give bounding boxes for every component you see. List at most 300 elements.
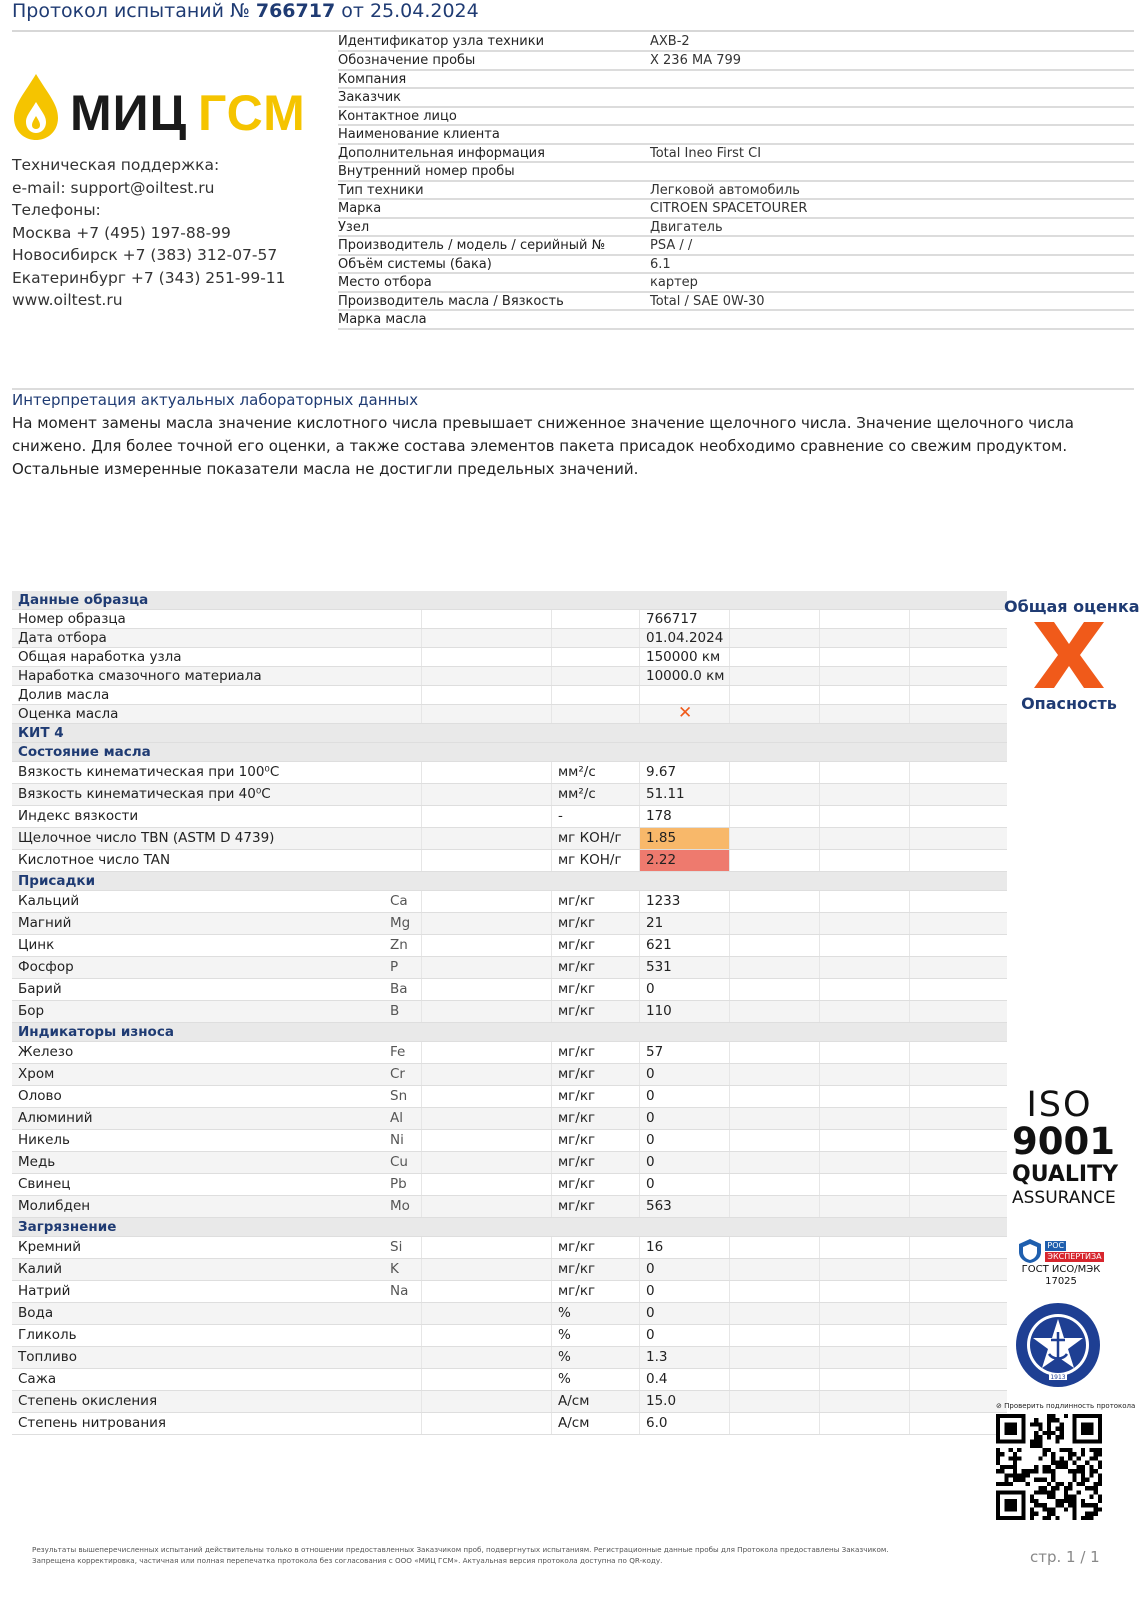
- qr-module: [1098, 1448, 1102, 1452]
- cell-empty: [422, 1001, 552, 1022]
- value-cell: 01.04.2024: [640, 629, 730, 647]
- qr-module: [1072, 1507, 1076, 1511]
- cell-name: [12, 806, 422, 827]
- info-value: 6.1: [650, 256, 671, 272]
- qr-module: [1060, 1482, 1064, 1486]
- unit-cell: мг/кг: [552, 913, 640, 934]
- qr-module: [1085, 1516, 1089, 1520]
- qr-module: [1094, 1469, 1098, 1473]
- qr-module: [1043, 1516, 1047, 1520]
- qr-module: [1030, 1499, 1034, 1503]
- element-symbol: Mg: [390, 915, 411, 931]
- element-symbol: B: [390, 1003, 400, 1019]
- cell-empty: [730, 1086, 820, 1107]
- cell-empty: [910, 913, 1007, 934]
- qr-module: [1013, 1478, 1017, 1482]
- table-row: [12, 935, 1007, 957]
- info-value: Легковой автомобиль: [650, 182, 800, 198]
- cell-name: [12, 667, 422, 685]
- cell-name: [12, 935, 422, 956]
- qr-module: [1098, 1507, 1102, 1511]
- cell-empty: [422, 705, 552, 723]
- qr-caption: ⊘ Проверить подлинность протокола: [996, 1402, 1136, 1410]
- qr-module: [1038, 1435, 1042, 1439]
- qr-module: [1038, 1490, 1042, 1494]
- protocol-date: от 25.04.2024: [341, 0, 479, 22]
- table-row: [12, 806, 1007, 828]
- cell-name: [12, 762, 422, 783]
- qr-module: [1077, 1469, 1081, 1473]
- qr-module: [1068, 1452, 1072, 1456]
- info-label: Дополнительная информация: [338, 145, 545, 161]
- qr-module: [1055, 1499, 1059, 1503]
- qr-module: [1081, 1465, 1085, 1469]
- qr-module: [1000, 1452, 1004, 1456]
- cell-empty: [422, 1237, 552, 1258]
- qr-module: [1094, 1490, 1098, 1494]
- value-cell: 1.3: [640, 1347, 730, 1368]
- qr-module: [1047, 1465, 1051, 1469]
- qr-module: [1089, 1448, 1093, 1452]
- qr-module: [1047, 1435, 1051, 1439]
- cell-empty: [910, 1042, 1007, 1063]
- cell-empty: [730, 935, 820, 956]
- qr-module: [1072, 1516, 1076, 1520]
- qr-module: [1038, 1478, 1042, 1482]
- cell-name: [12, 1325, 422, 1346]
- qr-module: [1081, 1516, 1085, 1520]
- parameter-name: Топливо: [18, 1349, 77, 1365]
- info-label: Объём системы (бака): [338, 256, 492, 272]
- cell-name: [12, 1259, 422, 1280]
- qr-module: [1017, 1448, 1021, 1452]
- qr-module: [1072, 1499, 1076, 1503]
- qr-module: [1060, 1431, 1064, 1435]
- qr-module: [1051, 1418, 1055, 1422]
- qr-module: [1021, 1478, 1025, 1482]
- qr-module: [1000, 1465, 1004, 1469]
- overall-assessment: [1004, 597, 1140, 713]
- cell-empty: [910, 1237, 1007, 1258]
- unit-cell: мг/кг: [552, 1064, 640, 1085]
- info-row: [338, 126, 1134, 145]
- cell-empty: [730, 686, 820, 704]
- cell-empty: [820, 629, 910, 647]
- results-table: [12, 591, 1007, 1435]
- cell-empty: [820, 1259, 910, 1280]
- cell-empty: [820, 1391, 910, 1412]
- qr-module: [1009, 1448, 1013, 1452]
- qr-module: [1060, 1435, 1064, 1439]
- qr-module: [1085, 1486, 1089, 1490]
- qr-module: [1051, 1461, 1055, 1465]
- qr-module: [1055, 1427, 1059, 1431]
- cell-empty: [730, 1001, 820, 1022]
- parameter-name: Сажа: [18, 1371, 57, 1387]
- qr-module: [1043, 1507, 1047, 1511]
- qr-module: [1089, 1495, 1093, 1499]
- table-row: [12, 1259, 1007, 1281]
- cell-empty: [820, 610, 910, 628]
- value-cell: 57: [640, 1042, 730, 1063]
- cell-empty: [910, 629, 1007, 647]
- cell-empty: [730, 1259, 820, 1280]
- qr-module: [1068, 1448, 1072, 1452]
- table-row: [12, 1130, 1007, 1152]
- cell-name: [12, 1391, 422, 1412]
- ros-expertiza-badge: [1016, 1238, 1106, 1288]
- interpretation-divider: [12, 388, 1134, 390]
- unit-cell: мг/кг: [552, 1152, 640, 1173]
- qr-module: [1017, 1473, 1021, 1477]
- qr-module: [1030, 1516, 1034, 1520]
- cell-empty: [820, 1108, 910, 1129]
- qr-module: [1060, 1465, 1064, 1469]
- qr-module: [1089, 1456, 1093, 1460]
- qr-module: [1047, 1490, 1051, 1494]
- qr-module: [1013, 1465, 1017, 1469]
- cell-empty: [910, 850, 1007, 871]
- value-cell: 0: [640, 1086, 730, 1107]
- parameter-name: Дата отбора: [18, 630, 107, 646]
- parameter-name: Цинк: [18, 937, 55, 953]
- cell-empty: [422, 1174, 552, 1195]
- table-row: [12, 1196, 1007, 1218]
- parameter-name: Железо: [18, 1044, 74, 1060]
- qr-module: [1047, 1448, 1051, 1452]
- qr-module: [1081, 1503, 1085, 1507]
- value-cell: 563: [640, 1196, 730, 1217]
- parameter-name: Вязкость кинематическая при 40⁰C: [18, 786, 271, 802]
- table-row: [12, 1064, 1007, 1086]
- unit-cell: мг/кг: [552, 891, 640, 912]
- element-symbol: Si: [390, 1239, 403, 1255]
- parameter-name: Алюминий: [18, 1110, 93, 1126]
- qr-module: [1081, 1469, 1085, 1473]
- element-symbol: Cr: [390, 1066, 405, 1082]
- info-value: картер: [650, 275, 698, 290]
- cell-empty: [820, 667, 910, 685]
- qr-module: [1089, 1503, 1093, 1507]
- value-cell: 16: [640, 1237, 730, 1258]
- qr-module: [1009, 1473, 1013, 1477]
- cell-name: [12, 1347, 422, 1368]
- cell-empty: [730, 828, 820, 849]
- cell-empty: [910, 1064, 1007, 1085]
- info-row: [338, 219, 1134, 238]
- cell-empty: [910, 1281, 1007, 1302]
- table-row: [12, 762, 1007, 784]
- qr-module: [1064, 1414, 1068, 1418]
- cell-empty: [730, 1174, 820, 1195]
- cell-empty: [730, 784, 820, 805]
- qr-module: [1013, 1461, 1017, 1465]
- qr-module: [1064, 1486, 1068, 1490]
- info-label: Место отбора: [338, 275, 432, 290]
- value-cell: 0: [640, 1130, 730, 1151]
- cell-name: [12, 705, 422, 723]
- qr-module: [1030, 1512, 1034, 1516]
- cell-empty: [422, 1042, 552, 1063]
- qr-module: [1089, 1512, 1093, 1516]
- cell-empty: [422, 828, 552, 849]
- unit-cell: мг/кг: [552, 1086, 640, 1107]
- cell-empty: [820, 1174, 910, 1195]
- qr-module: [1060, 1503, 1064, 1507]
- cell-empty: [820, 1196, 910, 1217]
- iso-assurance: ASSURANCE: [1012, 1188, 1116, 1208]
- logo-text: МИЦ: [70, 85, 188, 141]
- table-row: [12, 979, 1007, 1001]
- cell-empty: [422, 957, 552, 978]
- company-logo: [12, 72, 312, 142]
- value-cell: 0: [640, 979, 730, 1000]
- qr-module: [1098, 1482, 1102, 1486]
- cell-empty: [730, 610, 820, 628]
- info-label: Марка: [338, 201, 382, 216]
- cell-empty: [910, 1001, 1007, 1022]
- info-label: Производитель масла / Вязкость: [338, 293, 564, 309]
- unit-cell: -: [552, 806, 640, 827]
- value-cell: [640, 686, 730, 704]
- info-label: Производитель / модель / серийный №: [338, 238, 606, 253]
- table-row: [12, 648, 1007, 667]
- cell-empty: [730, 1130, 820, 1151]
- title-divider: [12, 30, 1134, 32]
- unit-cell: мм²/с: [552, 762, 640, 783]
- value-cell: 0: [640, 1281, 730, 1302]
- qr-module: [1047, 1482, 1051, 1486]
- table-section-header: [12, 1218, 1007, 1237]
- parameter-name: Щелочное число TBN (ASTM D 4739): [18, 830, 275, 846]
- element-symbol: Ba: [390, 981, 408, 997]
- qr-module: [1085, 1512, 1089, 1516]
- table-row: [12, 913, 1007, 935]
- cell-empty: [730, 1413, 820, 1434]
- section-label: Присадки: [18, 873, 96, 889]
- qr-module: [1072, 1503, 1076, 1507]
- qr-module: [1043, 1448, 1047, 1452]
- contact-phone: Екатеринбург +7 (343) 251-99-11: [12, 268, 286, 287]
- parameter-name: Натрий: [18, 1283, 71, 1299]
- cell-empty: [820, 1281, 910, 1302]
- qr-module: [1051, 1473, 1055, 1477]
- parameter-name: Молибден: [18, 1198, 91, 1214]
- value-cell: 110: [640, 1001, 730, 1022]
- qr-module: [1094, 1503, 1098, 1507]
- cell-empty: [730, 1042, 820, 1063]
- qr-code[interactable]: [996, 1414, 1102, 1520]
- unit-cell: %: [552, 1325, 640, 1346]
- qr-module: [1000, 1469, 1004, 1473]
- contact-line: Телефоны:: [12, 201, 101, 219]
- info-label: Внутренний номер пробы: [338, 164, 515, 179]
- table-row: [12, 1237, 1007, 1259]
- info-value: PSA / /: [650, 238, 693, 253]
- qr-module: [1030, 1422, 1034, 1426]
- qr-module: [1085, 1478, 1089, 1482]
- unit-cell: мг/кг: [552, 1196, 640, 1217]
- qr-module: [1047, 1418, 1051, 1422]
- value-cell: 178: [640, 806, 730, 827]
- qr-module: [1043, 1431, 1047, 1435]
- cell-empty: [422, 686, 552, 704]
- qr-module: [1055, 1461, 1059, 1465]
- qr-module: [1089, 1516, 1093, 1520]
- info-row: [338, 163, 1134, 182]
- cross-icon: ✕: [678, 703, 693, 723]
- table-section-header: [12, 872, 1007, 891]
- qr-module: [1072, 1473, 1076, 1477]
- table-row: [12, 1325, 1007, 1347]
- cell-empty: [820, 686, 910, 704]
- cell-empty: [730, 979, 820, 1000]
- table-row: [12, 1001, 1007, 1023]
- cell-empty: [820, 1152, 910, 1173]
- info-row: [338, 89, 1134, 108]
- table-section-header: [12, 724, 1007, 743]
- cell-empty: [422, 762, 552, 783]
- table-row: [12, 1152, 1007, 1174]
- cell-empty: [422, 979, 552, 1000]
- contact-website[interactable]: www.oiltest.ru: [12, 291, 123, 309]
- footer-line: Запрещена корректировка, частичная или полная перепечатка протокола без согласования с ООО «МИЦ ГСМ». Актуальная версия протокола доступна по QR-коду.: [32, 1556, 663, 1565]
- parameter-name: Бор: [18, 1003, 45, 1019]
- cell-empty: [422, 1391, 552, 1412]
- seal-year: 1913: [1050, 1374, 1066, 1381]
- cell-name: [12, 1237, 422, 1258]
- info-value: Total Ineo First CI: [650, 145, 762, 161]
- qr-module: [1004, 1482, 1008, 1486]
- cell-empty: [910, 784, 1007, 805]
- cell-name: [12, 1413, 422, 1434]
- qr-module: [1081, 1448, 1085, 1452]
- parameter-name: Фосфор: [18, 959, 74, 975]
- qr-module: [1081, 1499, 1085, 1503]
- qr-module: [1098, 1495, 1102, 1499]
- qr-module: [1098, 1499, 1102, 1503]
- qr-module: [1043, 1469, 1047, 1473]
- qr-module: [1060, 1448, 1064, 1452]
- qr-module: [1055, 1435, 1059, 1439]
- qr-finder: [1004, 1422, 1017, 1435]
- qr-module: [1068, 1486, 1072, 1490]
- value-cell: 1233: [640, 891, 730, 912]
- qr-module: [1060, 1456, 1064, 1460]
- qr-module: [1038, 1422, 1042, 1426]
- cell-empty: [820, 1325, 910, 1346]
- ros-number: 17025: [1045, 1276, 1077, 1287]
- qr-module: [1068, 1482, 1072, 1486]
- qr-module: [1051, 1512, 1055, 1516]
- cell-empty: [422, 1108, 552, 1129]
- cell-empty: [820, 979, 910, 1000]
- cell-empty: [910, 1413, 1007, 1434]
- cell-empty: [820, 1303, 910, 1324]
- unit-cell: А/см: [552, 1391, 640, 1412]
- cell-empty: [820, 1130, 910, 1151]
- element-symbol: K: [390, 1261, 399, 1277]
- cross-icon: [1030, 620, 1108, 690]
- cell-empty: [820, 1001, 910, 1022]
- qr-module: [1051, 1507, 1055, 1511]
- qr-module: [1034, 1422, 1038, 1426]
- qr-module: [1051, 1486, 1055, 1490]
- cell-empty: [730, 850, 820, 871]
- iso-label: ISO: [1026, 1085, 1093, 1125]
- qr-module: [1034, 1465, 1038, 1469]
- cell-name: [12, 850, 422, 871]
- qr-module: [1060, 1499, 1064, 1503]
- value-cell: 766717: [640, 610, 730, 628]
- element-symbol: Na: [390, 1283, 409, 1299]
- cell-empty: [422, 610, 552, 628]
- value-cell: 10000.0 км: [640, 667, 730, 685]
- cell-empty: [910, 1086, 1007, 1107]
- info-value: AXB-2: [650, 34, 690, 49]
- info-row: [338, 256, 1134, 275]
- maritime-register-seal-icon: [1015, 1302, 1101, 1388]
- cell-empty: [422, 1152, 552, 1173]
- value-cell: 0: [640, 1259, 730, 1280]
- iso-9001-logo: [1012, 1085, 1119, 1208]
- cell-empty: [422, 935, 552, 956]
- parameter-name: Медь: [18, 1154, 56, 1170]
- parameter-name: Долив масла: [18, 687, 110, 703]
- info-label: Узел: [338, 219, 370, 235]
- cell-empty: [820, 806, 910, 827]
- contact-email[interactable]: e-mail: support@oiltest.ru: [12, 178, 215, 197]
- unit-cell: мг/кг: [552, 1042, 640, 1063]
- cell-name: [12, 979, 422, 1000]
- qr-module: [996, 1482, 1000, 1486]
- table-row: [12, 1042, 1007, 1064]
- table-section-header: [12, 1023, 1007, 1042]
- qr-module: [1068, 1503, 1072, 1507]
- parameter-name: Вода: [18, 1305, 54, 1321]
- cell-empty: [422, 850, 552, 871]
- cell-empty: [422, 1130, 552, 1151]
- cell-empty: [730, 806, 820, 827]
- table-row: [12, 784, 1007, 806]
- qr-module: [1085, 1461, 1089, 1465]
- cell-name: [12, 648, 422, 666]
- value-cell: 0: [640, 1064, 730, 1085]
- cell-empty: [910, 1325, 1007, 1346]
- qr-module: [1038, 1439, 1042, 1443]
- cell-empty: [422, 784, 552, 805]
- value-cell: 150000 км: [640, 648, 730, 666]
- parameter-name: Оценка масла: [18, 706, 119, 722]
- cell-name: [12, 891, 422, 912]
- unit-cell: мг КОН/г: [552, 828, 640, 849]
- qr-module: [1047, 1422, 1051, 1426]
- cell-empty: [910, 1130, 1007, 1151]
- ros-badge-top: РОС: [1047, 1241, 1065, 1250]
- qr-module: [1094, 1448, 1098, 1452]
- qr-module: [1038, 1486, 1042, 1490]
- qr-module: [1047, 1414, 1051, 1418]
- cell-empty: [910, 1391, 1007, 1412]
- qr-module: [1009, 1465, 1013, 1469]
- value-cell: 0: [640, 1325, 730, 1346]
- table-row: [12, 1369, 1007, 1391]
- qr-module: [1098, 1465, 1102, 1469]
- cell-empty: [820, 1347, 910, 1368]
- cell-empty: [820, 762, 910, 783]
- unit-cell: мг/кг: [552, 1237, 640, 1258]
- info-label: Заказчик: [338, 90, 402, 105]
